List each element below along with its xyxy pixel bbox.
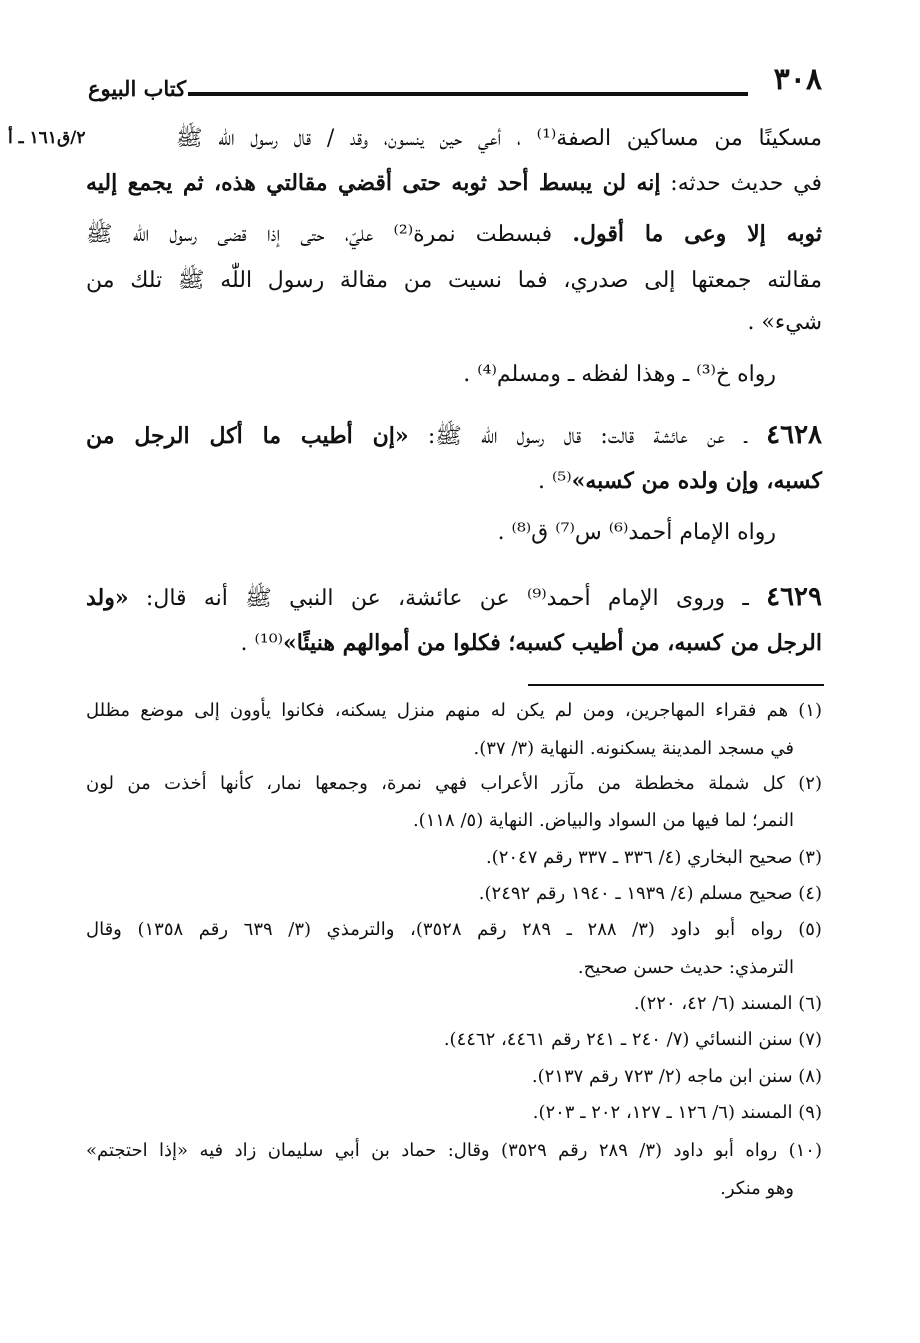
hadith-4628 (86, 420, 822, 454)
hadith-number: ٤٦٢٩ (766, 582, 822, 612)
hadith-quote: كسبه، وإن ولده من كسبه» (571, 468, 822, 494)
hadith-quote: «إن أطيب ما أكل الرجل من (86, 423, 409, 449)
text-line-2 (86, 170, 822, 196)
text-line-3 (86, 220, 822, 252)
footnote-line: (٢) كل شملة مخططة من مآزر الأعراب فهي نمرة، وجمعها نمار، كأنها أخذت من لون (86, 773, 822, 794)
text-plain: ⁽¹⁰⁾ . (240, 631, 283, 656)
footnote-line: الترمذي: حديث حسن صحيح. (577, 957, 794, 978)
footnote-line: (١٠) رواه أبو داود (٣/ ٢٨٩ رقم ٣٥٢٩) وقال: حماد بن أبي سليمان زاد فيه «إذا احتجتم» (86, 1140, 822, 1161)
footnote-line: (١) هم فقراء المهاجرين، ومن لم يكن له منهم منزل يسكنه، فكانوا يأوون إلى موضع مظلل (86, 700, 822, 721)
hadith-quote: ثوبه إلا وعى ما أقول. (572, 221, 823, 247)
header-rule (188, 92, 748, 96)
narration-source-line: رواه الإمام أحمد⁽⁶⁾ س⁽⁷⁾ ق⁽⁸⁾ . (497, 520, 776, 545)
hadith-quote: الرجل من كسبه، من أطيب كسبه؛ فكلوا من أموالهم هنيئًا» (282, 630, 822, 656)
page-number: ٣٠٨ (773, 62, 822, 97)
footnote-line: (٧) سنن النسائي (٧/ ٢٤٠ ـ ٢٤١ رقم ٤٤٦١، ٤٤٦٢). (443, 1029, 822, 1050)
text-plain: ـ عن عائشة قالت: قال رسول اللّٰه ﷺ: (408, 424, 767, 449)
hadith-quote: إنه لن يبسط أحد ثوبه حتى أقضي مقالتي هذه، ثم يجمع إليه (86, 170, 661, 196)
hadith-number: ٤٦٢٨ (766, 420, 822, 450)
footnote-line: (٤) صحيح مسلم (٤/ ١٩٣٩ ـ ١٩٤٠ رقم ٢٤٩٢). (478, 883, 822, 904)
hadith-4629 (86, 582, 822, 616)
footnote-line: (٥) رواه أبو داود (٣/ ٢٨٨ ـ ٢٨٩ رقم ٣٥٢٨)، والترمذي (٣/ ٦٣٩ رقم ١٣٥٨) وقال (86, 919, 822, 940)
footnote-separator (528, 684, 824, 686)
hadith-quote: «ولد (86, 585, 129, 611)
text-line-8 (538, 468, 822, 494)
footnote-line: (٦) المسند (٦/ ٤٢، ٢٢٠). (633, 993, 822, 1014)
text-line-1: مسكينًا من مساكين الصفة⁽¹⁾ ، أعي حين ينسون، وقد / قال رسول اللّٰه ﷺ (176, 126, 822, 151)
text-plain: في حديث حدثه: (660, 171, 823, 196)
text-line-4: مقالته جمعتها إلى صدري، فما نسيت من مقالة رسول اللّٰه ﷺ تلك من (86, 268, 822, 293)
book-title: كتاب البيوع (88, 76, 187, 101)
footnote-line: (٨) سنن ابن ماجه (٢/ ٧٢٣ رقم ٢١٣٧). (531, 1066, 822, 1087)
text-line-11 (241, 630, 822, 656)
footnote-line: في مسجد المدينة يسكنونه. النهاية (٣/ ٣٧). (473, 738, 794, 759)
footnote-line: (٩) المسند (٦/ ١٢٦ ـ ١٢٧، ٢٠٢ ـ ٢٠٣). (532, 1102, 822, 1123)
footnote-line: وهو منكر. (720, 1178, 794, 1199)
text-plain: ـ وروى الإمام أحمد⁽⁹⁾ عن عائشة، عن النبي ﷺ أنه قال: (128, 586, 767, 611)
text-plain: فبسطت نمرة⁽²⁾ عليّ، حتى إذا قضى رسول اللّٰه ﷺ (86, 222, 573, 247)
footnote-line: (٣) صحيح البخاري (٤/ ٣٣٦ ـ ٣٣٧ رقم ٢٠٤٧). (485, 847, 822, 868)
manuscript-margin-ref: ٢/ق١٦١ ـ أ (8, 128, 86, 148)
narration-source-line: رواه خ⁽³⁾ ـ وهذا لفظه ـ ومسلم⁽⁴⁾ . (463, 362, 776, 387)
footnote-line: النمر؛ لما فيها من السواد والبياض. النهاية (٥/ ١١٨). (412, 810, 794, 831)
text-line-5: شيء» . (747, 310, 822, 335)
text-plain: ⁽⁵⁾ . (537, 469, 572, 494)
